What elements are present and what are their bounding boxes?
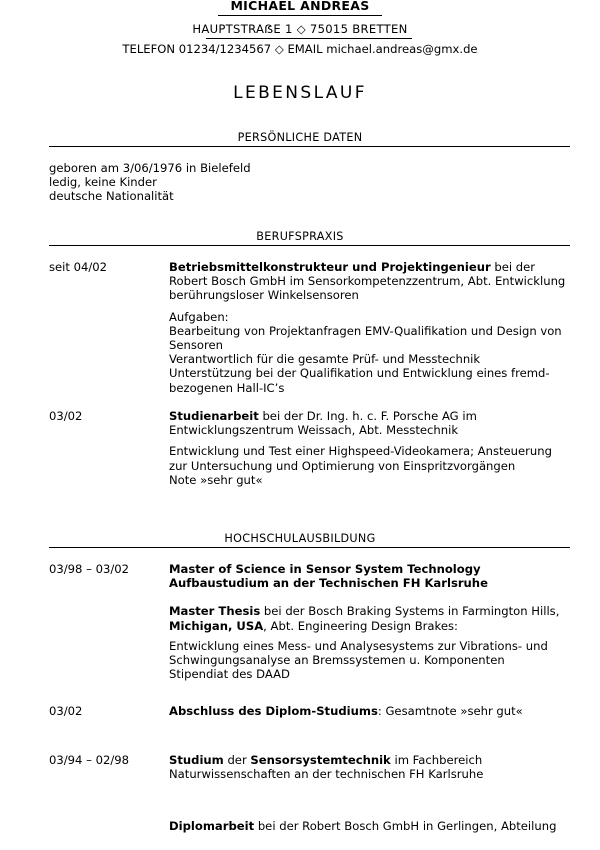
section-rule-education — [49, 547, 570, 548]
study-connector: der — [223, 753, 251, 767]
thesis-location: Michigan, USA — [169, 618, 264, 633]
address-line: HAUPTSTRAẞE 1 ◇ 75015 BRETTEN — [192, 22, 408, 36]
job-employer: bei der Dr. Ing. h. c. F. Porsche AG im Entwicklungszentrum Weissach, Abt. Messtechnik — [169, 409, 477, 438]
thesis-label: Master Thesis — [169, 604, 261, 619]
address-underline — [206, 38, 412, 39]
section-rule-personal — [49, 146, 570, 147]
tasks-label: Aufgaben: — [169, 309, 229, 324]
job-description — [169, 260, 570, 395]
education-entry — [169, 819, 570, 833]
section-heading-personal: PERSÖNLICHE DATEN — [237, 131, 363, 144]
education-entry — [169, 562, 570, 681]
job-title: Betriebsmittelkonstrukteur und Projektingenieur — [169, 260, 491, 274]
nationality: deutsche Nationalität — [49, 189, 174, 204]
personal-details — [49, 161, 570, 204]
name-underline — [218, 15, 382, 16]
section-heading-education: HOCHSCHULAUSBILDUNG — [224, 532, 376, 545]
contact-line: TELEFON 01234/1234567 ◇ EMAIL michael.andreas@gmx.de — [122, 42, 478, 56]
applicant-name: MICHAEL ANDREAS — [230, 0, 370, 13]
task-item: Bearbeitung von Projektanfragen EMV-Qualifikation und Design von Sensoren — [169, 323, 562, 353]
job-title: Studienarbeit — [169, 409, 259, 423]
diploma-thesis-label: Diplomarbeit — [169, 819, 255, 833]
thesis-line — [169, 604, 570, 632]
marital-status: ledig, keine Kinder — [49, 175, 157, 190]
diploma-thesis-employer: bei der Robert Bosch GmbH in Gerlingen, Abteilung — [254, 819, 557, 833]
study-faculty: im Fachbereich Naturwissenschaften an der technischen FH Karlsruhe — [169, 753, 484, 782]
task-item: Verantwortlich für die gesamte Prüf- und Messtechnik — [169, 352, 481, 367]
thesis-employer: bei der Bosch Braking Systems in Farmington Hills, — [260, 604, 560, 619]
job-date: 03/02 — [49, 409, 83, 423]
education-date: 03/98 – 03/02 — [49, 562, 129, 576]
education-entry — [169, 753, 570, 781]
education-date: 03/02 — [49, 704, 83, 718]
job-detail: Entwicklung und Test einer Highspeed-Videokamera; Ansteuerung zur Untersuchung und Optimierung von Einspritzvorgängen — [169, 444, 552, 473]
diploma-label: Abschluss des Diplom-Studiums — [169, 704, 378, 718]
degree-subtitle: Aufbaustudium an der Technischen FH Karlsruhe — [169, 576, 488, 591]
study-subject: Sensorsystemtechnik — [250, 753, 391, 767]
job-date: seit 04/02 — [49, 260, 108, 274]
task-item: Unterstützung bei der Qualifikation und Entwicklung eines fremd-bezogenen Hall-IC’s — [169, 366, 550, 395]
job-title-line — [169, 260, 570, 303]
job-description — [169, 409, 570, 487]
job-title-line — [169, 409, 570, 437]
diploma-grade: : Gesamtnote »sehr gut« — [377, 704, 523, 718]
degree-title: Master of Science in Sensor System Technology — [169, 562, 481, 576]
scholarship: Stipendiat des DAAD — [169, 667, 290, 682]
document-title: LEBENSLAUF — [233, 83, 367, 103]
study-label: Studium — [169, 753, 224, 767]
education-entry — [169, 704, 570, 718]
thesis-detail: Entwicklung eines Mess- und Analysesystems zur Vibrations- und Schwingungsanalyse an Bremssystemen u. Komponenten — [169, 638, 548, 668]
job-grade: Note »sehr gut« — [169, 472, 263, 487]
job-employer: bei der Robert Bosch GmbH im Sensorkompetenzzentrum, Abt. Entwicklung berührungsloser Winkelsensoren — [169, 260, 566, 303]
education-date: 03/94 – 02/98 — [49, 753, 129, 767]
job-tasks — [169, 310, 570, 395]
thesis-department: , Abt. Engineering Design Brakes: — [263, 618, 458, 633]
birth-info: geboren am 3/06/1976 in Bielefeld — [49, 161, 251, 175]
section-rule-career — [49, 245, 570, 246]
section-heading-career: BERUFSPRAXIS — [256, 230, 344, 243]
